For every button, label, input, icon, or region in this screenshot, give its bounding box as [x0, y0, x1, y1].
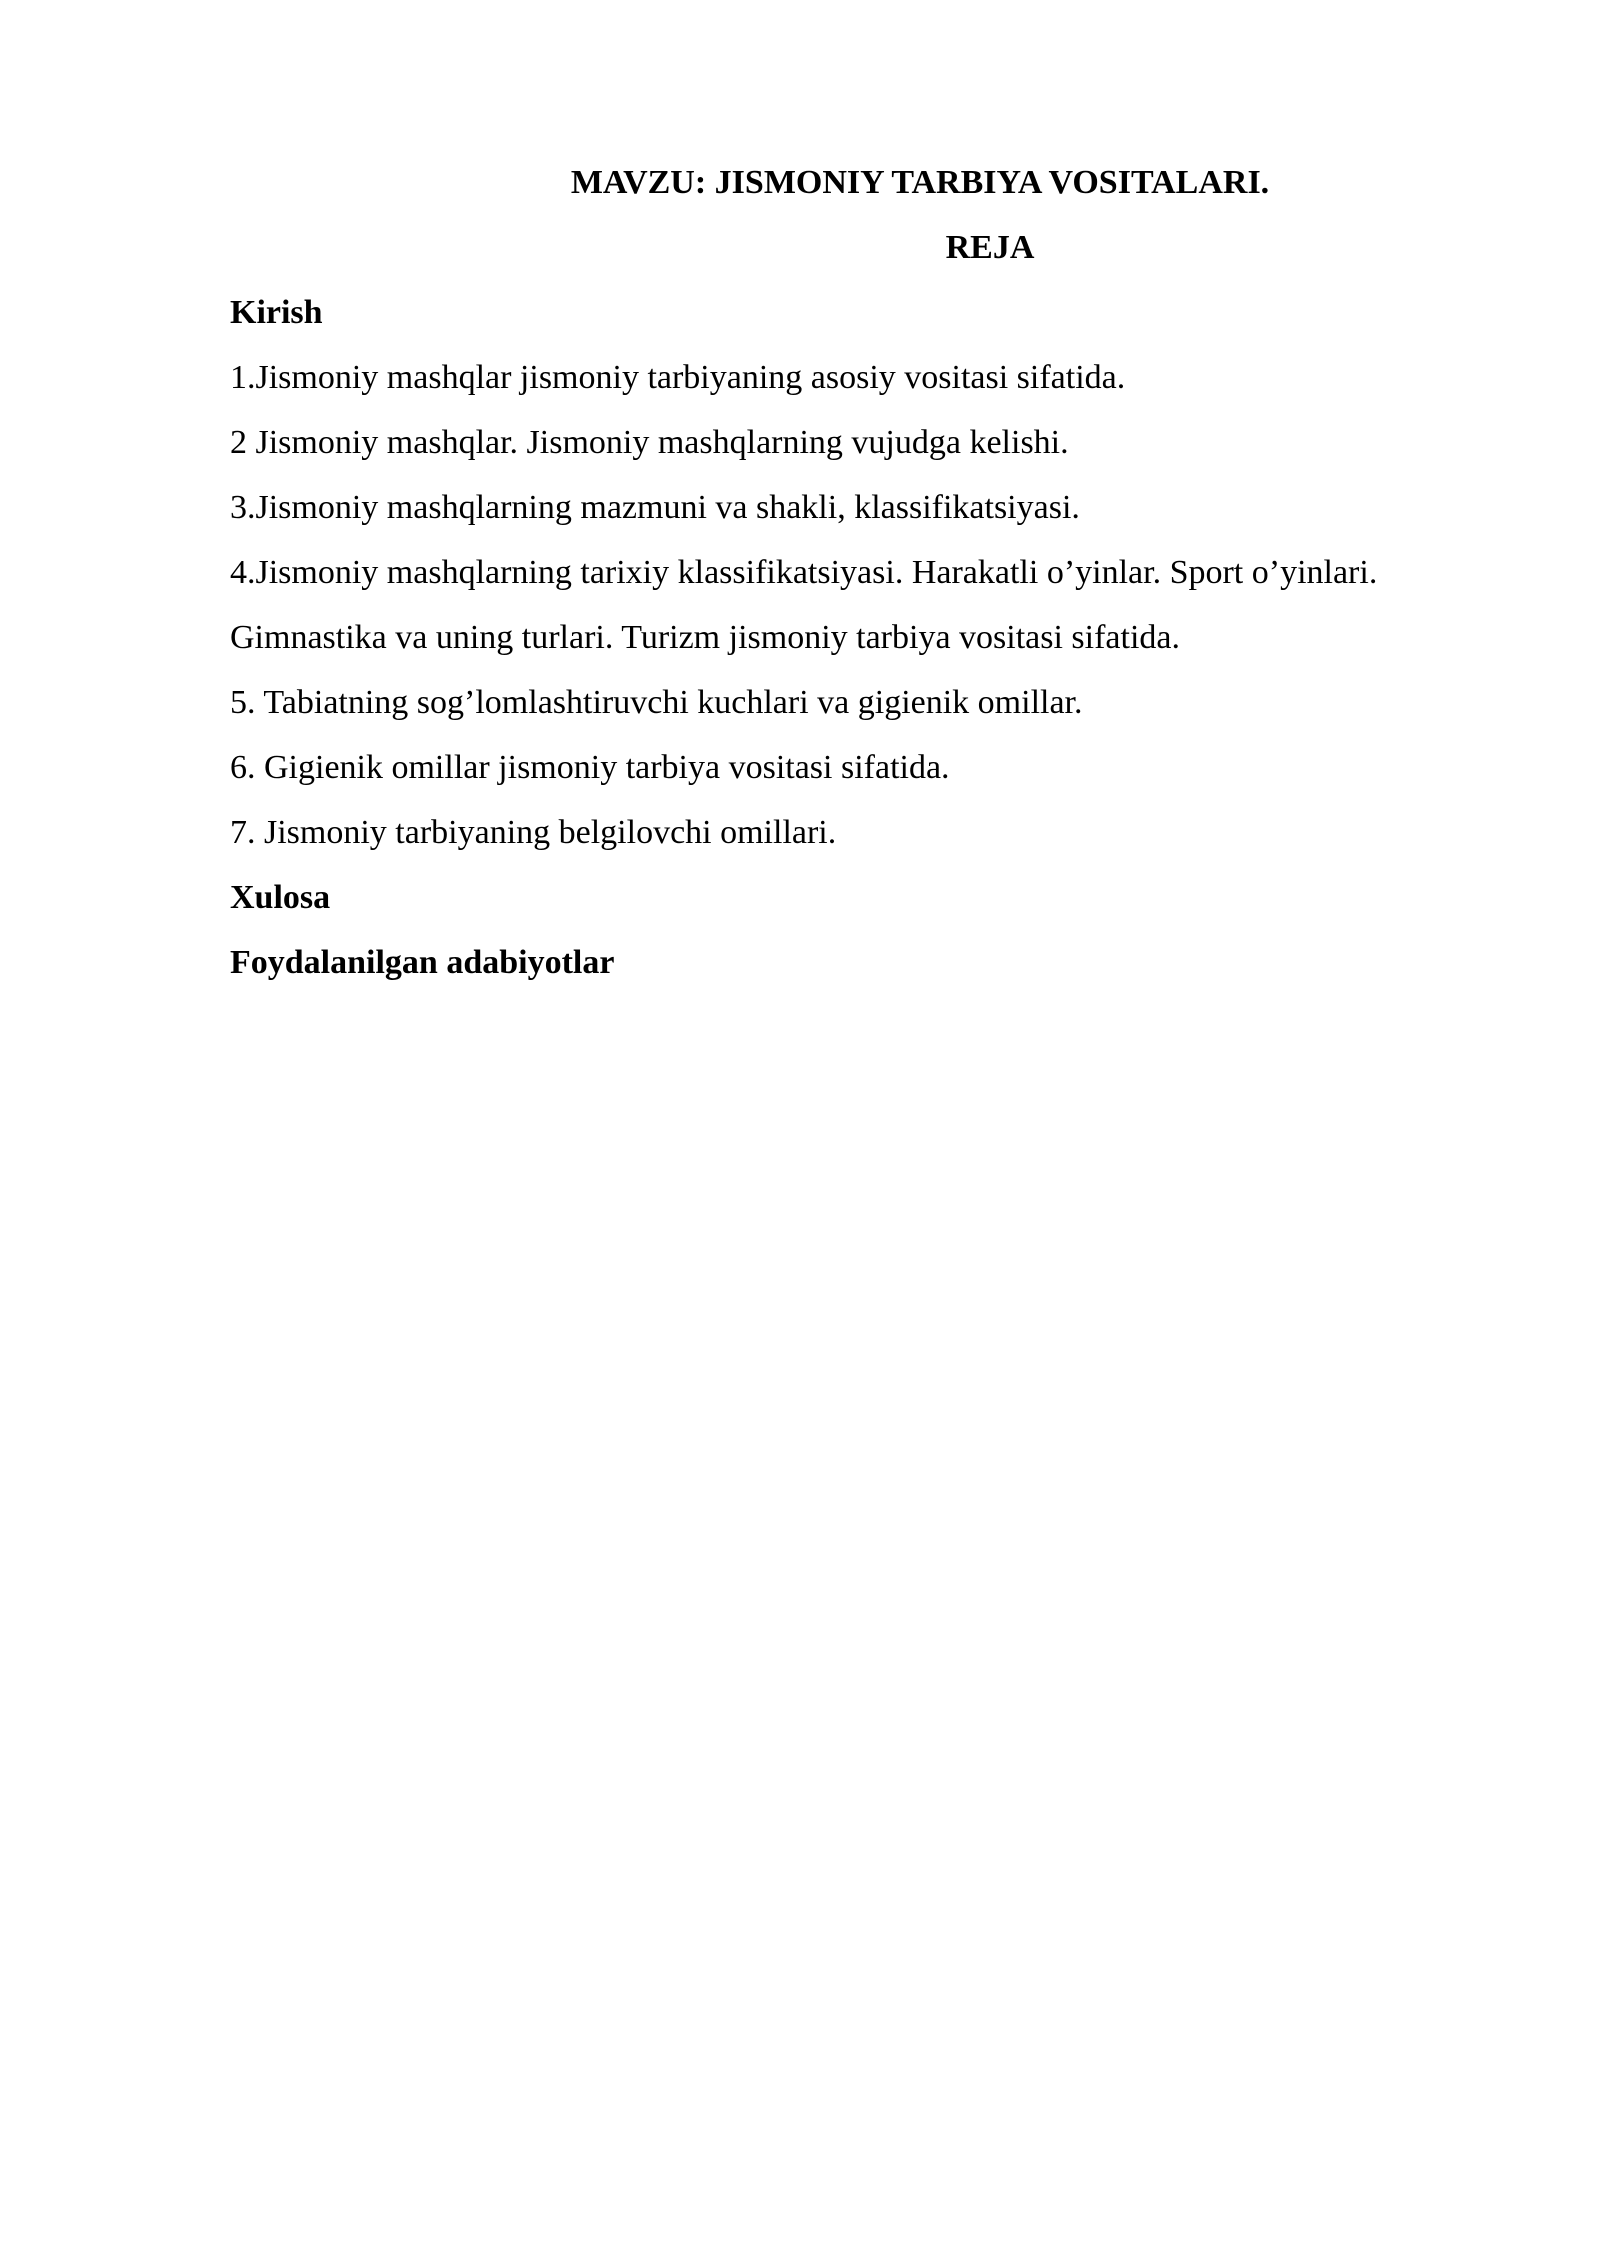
plan-heading: REJA: [945, 229, 1035, 266]
plan-item: 1.Jismoniy mashqlar jismoniy tarbiyaning asosiy vositasi sifatida.: [230, 359, 1126, 396]
conclusion-heading: Xulosa: [230, 879, 331, 916]
plan-item: 6. Gigienik omillar jismoniy tarbiya vositasi sifatida.: [230, 749, 950, 786]
plan-item: 2 Jismoniy mashqlar. Jismoniy mashqlarning vujudga kelishi.: [230, 424, 1069, 461]
plan-item: 5. Tabiatning sog’lomlashtiruvchi kuchlari va gigienik omillar.: [230, 684, 1083, 721]
document-title: MAVZU: JISMONIY TARBIYA VOSITALARI.: [570, 164, 1270, 201]
document-content: [230, 150, 1510, 995]
intro-heading: Kirish: [230, 294, 323, 331]
plan-item: 7. Jismoniy tarbiyaning belgilovchi omillari.: [230, 814, 837, 851]
plan-item-continuation: Gimnastika va uning turlari. Turizm jismoniy tarbiya vositasi sifatida.: [230, 619, 1181, 656]
references-heading: Foydalanilgan adabiyotlar: [230, 944, 615, 981]
plan-item: 3.Jismoniy mashqlarning mazmuni va shakli, klassifikatsiyasi.: [230, 489, 1080, 526]
plan-item: 4.Jismoniy mashqlarning tarixiy klassifikatsiyasi. Harakatli o’yinlar. Sport o’yinlari.: [230, 554, 1378, 591]
